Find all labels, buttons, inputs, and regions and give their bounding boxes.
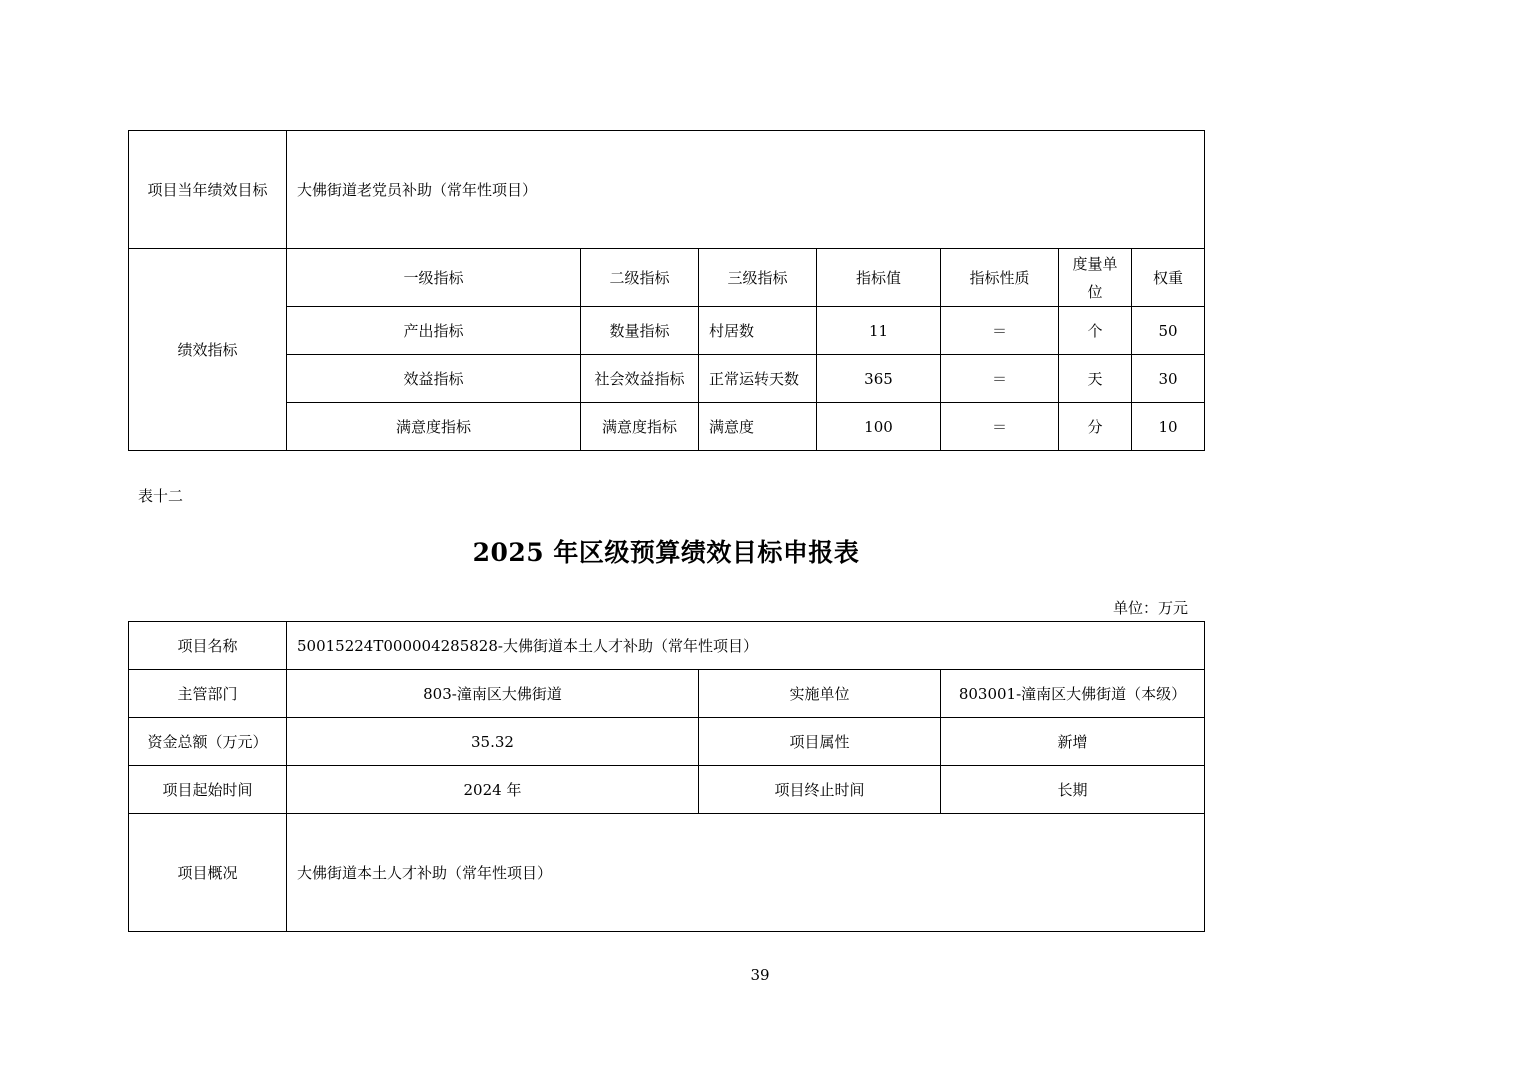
header-weight: 权重: [1132, 249, 1205, 307]
end-label: 项目终止时间: [699, 766, 941, 814]
row-weight: 30: [1132, 355, 1205, 403]
row-level1: 满意度指标: [287, 403, 581, 451]
row-nature: ＝: [941, 307, 1059, 355]
goal-value: 大佛街道老党员补助（常年性项目）: [287, 131, 1205, 249]
document-title: 2025 年区级预算绩效目标申报表: [472, 538, 860, 567]
dept-value: 803-潼南区大佛街道: [287, 670, 699, 718]
project-name-value: 50015224T000004285828-大佛街道本土人才补助（常年性项目）: [287, 622, 1205, 670]
header-level3: 三级指标: [699, 249, 817, 307]
row-unit: 天: [1059, 355, 1132, 403]
row-level1: 产出指标: [287, 307, 581, 355]
row-value: 100: [817, 403, 941, 451]
row-value: 365: [817, 355, 941, 403]
row-level2: 满意度指标: [581, 403, 699, 451]
row-level1: 效益指标: [287, 355, 581, 403]
start-value: 2024 年: [287, 766, 699, 814]
row-weight: 10: [1132, 403, 1205, 451]
funds-label: 资金总额（万元）: [129, 718, 287, 766]
table-row: [129, 403, 1205, 451]
impl-value: 803001-潼南区大佛街道（本级）: [941, 670, 1205, 718]
row-level2: 数量指标: [581, 307, 699, 355]
start-label: 项目起始时间: [129, 766, 287, 814]
goal-label: 项目当年绩效目标: [129, 131, 287, 249]
table-row: [129, 355, 1205, 403]
row-weight: 50: [1132, 307, 1205, 355]
row-value: 11: [817, 307, 941, 355]
end-value: 长期: [941, 766, 1205, 814]
row-nature: ＝: [941, 355, 1059, 403]
row-level3: 满意度: [699, 403, 817, 451]
header-unit: 度量单位: [1059, 249, 1132, 307]
row-level3: 正常运转天数: [699, 355, 817, 403]
performance-target-table: [128, 130, 1205, 451]
overview-label: 项目概况: [129, 814, 287, 932]
row-nature: ＝: [941, 403, 1059, 451]
table-row: [129, 307, 1205, 355]
impl-label: 实施单位: [699, 670, 941, 718]
row-unit: 分: [1059, 403, 1132, 451]
row-unit: 个: [1059, 307, 1132, 355]
budget-application-table: [128, 621, 1205, 932]
attr-value: 新增: [941, 718, 1205, 766]
table-number-label: 表十二: [138, 487, 184, 505]
header-nature: 指标性质: [941, 249, 1059, 307]
header-level1: 一级指标: [287, 249, 581, 307]
overview-value: 大佛街道本土人才补助（常年性项目）: [287, 814, 1205, 932]
header-level2: 二级指标: [581, 249, 699, 307]
row-level3: 村居数: [699, 307, 817, 355]
dept-label: 主管部门: [129, 670, 287, 718]
attr-label: 项目属性: [699, 718, 941, 766]
row-level2: 社会效益指标: [581, 355, 699, 403]
page-number: 39: [750, 966, 770, 984]
project-name-label: 项目名称: [129, 622, 287, 670]
indicators-label: 绩效指标: [129, 249, 287, 451]
funds-value: 35.32: [287, 718, 699, 766]
header-value: 指标值: [817, 249, 941, 307]
unit-label: 单位：万元: [1113, 599, 1189, 617]
